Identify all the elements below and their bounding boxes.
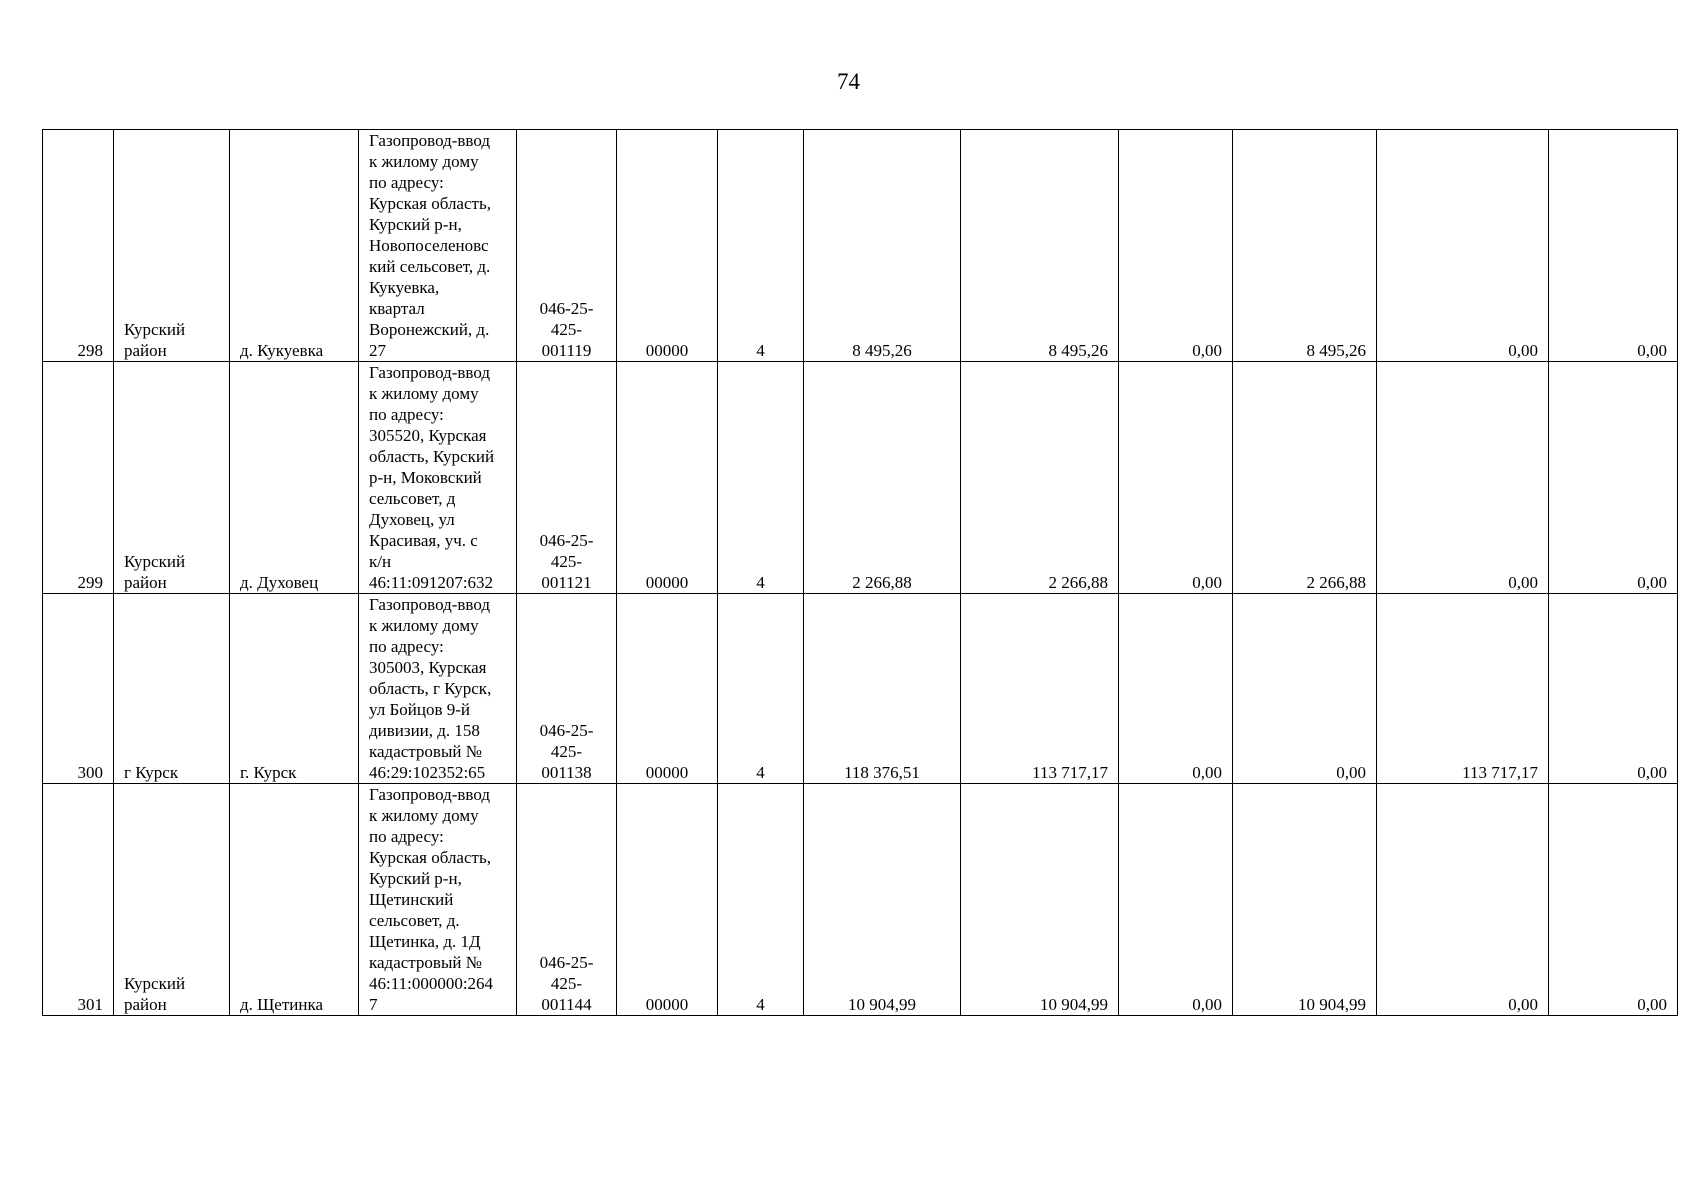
col9-cell: 2 266,88: [961, 362, 1119, 594]
col7-cell: 4: [718, 594, 804, 784]
row-index: 298: [43, 130, 114, 362]
description-cell: Газопровод-ввод к жилому дому по адресу: 305520, Курская область, Курский р-н, Моковский сельсовет, д Духовец, ул Красивая, уч. с к/н 46:11:091207:632: [359, 362, 517, 594]
col7-cell: 4: [718, 130, 804, 362]
col11-cell: 0,00: [1233, 594, 1377, 784]
col10-cell: 0,00: [1119, 784, 1233, 1016]
description-cell: Газопровод-ввод к жилому дому по адресу: 305003, Курская область, г Курск, ул Бойцов 9-й дивизии, д. 158 кадастровый № 46:29:102352:65: [359, 594, 517, 784]
col12-cell: 0,00: [1377, 784, 1549, 1016]
col8-cell: 10 904,99: [804, 784, 961, 1016]
col11-cell: 10 904,99: [1233, 784, 1377, 1016]
col7-cell: 4: [718, 784, 804, 1016]
row-index: 299: [43, 362, 114, 594]
code-cell: 046-25- 425- 001138: [517, 594, 617, 784]
code-cell: 046-25- 425- 001121: [517, 362, 617, 594]
col12-cell: 0,00: [1377, 362, 1549, 594]
data-table: [42, 129, 1678, 1016]
col13-cell: 0,00: [1549, 362, 1678, 594]
col8-cell: 8 495,26: [804, 130, 961, 362]
locality-cell: д. Щетинка: [230, 784, 359, 1016]
page-number: 74: [837, 69, 860, 94]
col9-cell: 10 904,99: [961, 784, 1119, 1016]
table-row: [43, 784, 1678, 1016]
col6-cell: 00000: [617, 130, 718, 362]
row-index: 300: [43, 594, 114, 784]
col8-cell: 2 266,88: [804, 362, 961, 594]
col13-cell: 0,00: [1549, 594, 1678, 784]
locality-cell: д. Кукуевка: [230, 130, 359, 362]
table-row: [43, 594, 1678, 784]
table-body: [43, 130, 1678, 1016]
col11-cell: 8 495,26: [1233, 130, 1377, 362]
code-cell: 046-25- 425- 001119: [517, 130, 617, 362]
table-row: [43, 362, 1678, 594]
col10-cell: 0,00: [1119, 594, 1233, 784]
col9-cell: 113 717,17: [961, 594, 1119, 784]
col13-cell: 0,00: [1549, 130, 1678, 362]
description-cell: Газопровод-ввод к жилому дому по адресу: Курская область, Курский р-н, Новопоселеновс кий сельсовет, д. Кукуевка, квартал Воронежский, д. 27: [359, 130, 517, 362]
col13-cell: 0,00: [1549, 784, 1678, 1016]
locality-cell: д. Духовец: [230, 362, 359, 594]
col11-cell: 2 266,88: [1233, 362, 1377, 594]
district-cell: Курский район: [114, 130, 230, 362]
description-cell: Газопровод-ввод к жилому дому по адресу: Курская область, Курский р-н, Щетинский сельсовет, д. Щетинка, д. 1Д кадастровый № 46:11:000000:264 7: [359, 784, 517, 1016]
district-cell: г Курск: [114, 594, 230, 784]
col8-cell: 118 376,51: [804, 594, 961, 784]
locality-cell: г. Курск: [230, 594, 359, 784]
code-cell: 046-25- 425- 001144: [517, 784, 617, 1016]
district-cell: Курский район: [114, 784, 230, 1016]
district-cell: Курский район: [114, 362, 230, 594]
col7-cell: 4: [718, 362, 804, 594]
col9-cell: 8 495,26: [961, 130, 1119, 362]
table-row: [43, 130, 1678, 362]
col10-cell: 0,00: [1119, 362, 1233, 594]
col6-cell: 00000: [617, 594, 718, 784]
col6-cell: 00000: [617, 362, 718, 594]
col6-cell: 00000: [617, 784, 718, 1016]
col12-cell: 0,00: [1377, 130, 1549, 362]
col10-cell: 0,00: [1119, 130, 1233, 362]
row-index: 301: [43, 784, 114, 1016]
col12-cell: 113 717,17: [1377, 594, 1549, 784]
